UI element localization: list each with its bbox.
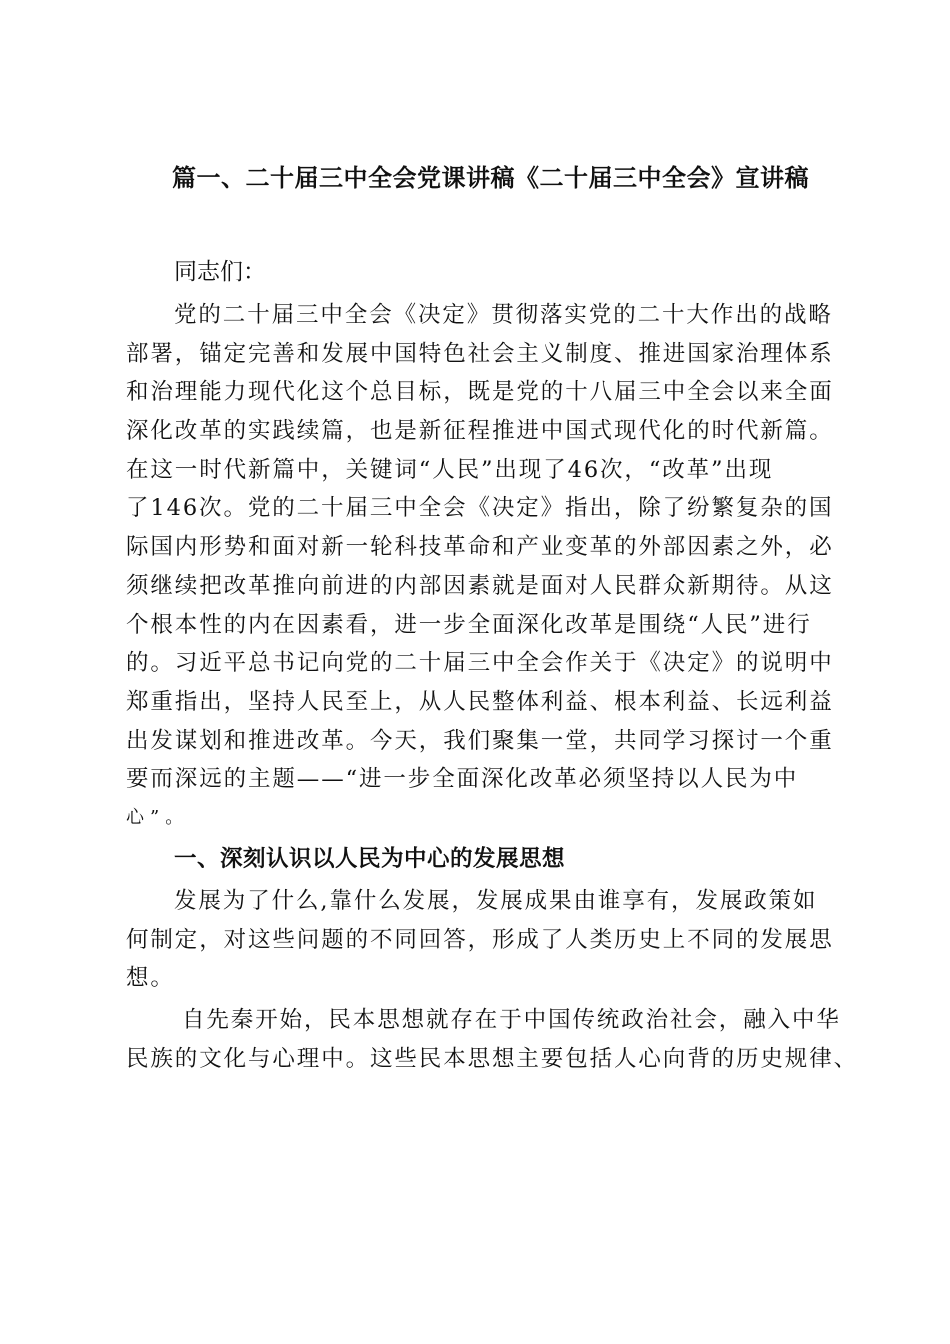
paragraph-line: 深化改革的实践续篇，也是新征程推进中国式现代化的时代新篇。	[126, 418, 834, 445]
section-1-heading: 一、深刻认识以人民为中心的发展思想	[174, 846, 566, 872]
paragraph-line: 和治理能力现代化这个总目标，既是党的十八届三中全会以来全面	[126, 379, 834, 406]
paragraph-line: 际国内形势和面对新一轮科技革命和产业变革的外部因素之外，必	[126, 534, 834, 561]
paragraph-line: 在这一时代新篇中，关键词“人民”出现了46次，“改革”出现	[126, 456, 774, 483]
paragraph-line: 发展为了什么,靠什么发展，发展成果由谁享有，发展政策如	[174, 888, 818, 914]
paragraph-line: 心”。	[126, 806, 190, 828]
paragraph-3	[126, 1001, 866, 1078]
paragraph-line: 民族的文化与心理中。这些民本思想主要包括人心向背的历史规律、	[126, 1045, 859, 1072]
paragraph-line: 部署，锚定完善和发展中国特色社会主义制度、推进国家治理体系	[126, 340, 834, 367]
paragraph-line: 郑重指出，坚持人民至上，从人民整体利益、根本利益、长远利益	[126, 688, 834, 715]
paragraph-line: 个根本性的内在因素看，进一步全面深化改革是围绕“人民”进行	[126, 611, 812, 638]
paragraph-line: 何制定，对这些问题的不同回答，形成了人类历史上不同的发展思	[126, 926, 834, 953]
paragraph-line: 了146次。党的二十届三中全会《决定》指出，除了纷繁复杂的国	[126, 495, 834, 522]
paragraph-line: 要而深远的主题——“进一步全面深化改革必须坚持以人民为中	[126, 766, 799, 793]
paragraph-line: 自先秦开始，民本思想就存在于中国传统政治社会，融入中华	[182, 1007, 841, 1033]
paragraph-2	[126, 882, 866, 998]
paragraph-line: 出发谋划和推进改革。今天，我们聚集一堂，共同学习探讨一个重	[126, 727, 834, 754]
paragraph-line: 党的二十届三中全会《决定》贯彻落实党的二十大作出的战略	[174, 302, 833, 328]
paragraph-line: 的。习近平总书记向党的二十届三中全会作关于《决定》的说明中	[126, 650, 834, 677]
greeting: 同志们：	[174, 259, 266, 285]
paragraph-line: 想。	[126, 965, 175, 992]
paragraph-line: 须继续把改革推向前进的内部因素就是面对人民群众新期待。从这	[126, 572, 834, 599]
paragraph-1	[126, 296, 866, 838]
document-title: 篇一、二十届三中全会党课讲稿《二十届三中全会》宣讲稿	[172, 164, 809, 192]
